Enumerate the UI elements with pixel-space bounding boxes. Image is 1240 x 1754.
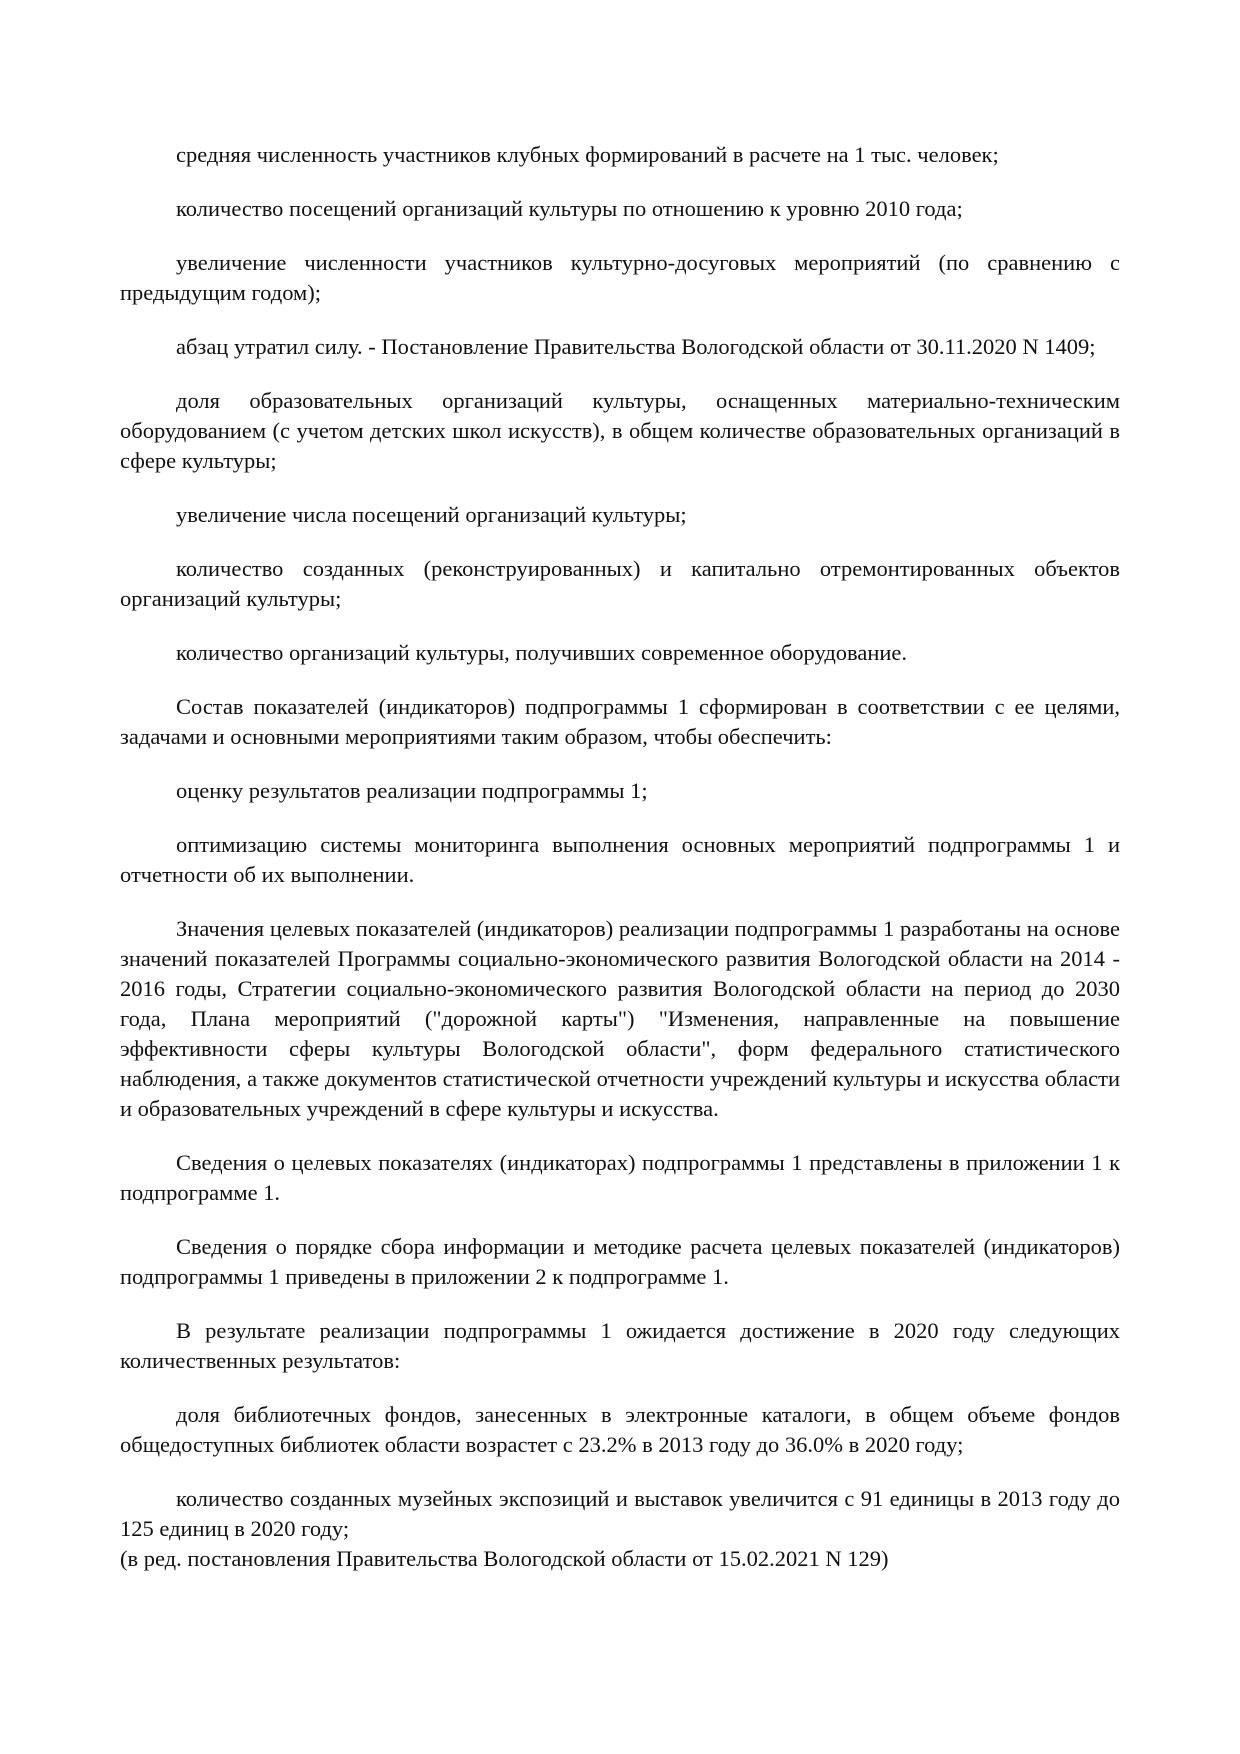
- paragraph: количество посещений организаций культуры по отношению к уровню 2010 года;: [176, 196, 963, 221]
- paragraph: Значения целевых показателей (индикаторов) реализации подпрограммы 1 разработаны на основе значений показателей Программы социально-экономического развития Вологодской области на 2014 - 2016 годы, Стратегии социально-экономического развития Вологодской области на период до 2030 года, Плана мероприятий ("дорожной карты") "Изменения, направленные на повышение эффективности сферы культуры Вологодской области", форм федерального статистического наблюдения, а также документов статистической отчетности учреждений культуры и искусства области и образовательных учреждений в сфере культуры и искусства.: [120, 916, 1120, 1121]
- paragraph: увеличение числа посещений организаций культуры;: [176, 502, 687, 527]
- paragraph: количество организаций культуры, получивших современное оборудование.: [176, 640, 908, 665]
- paragraph: доля образовательных организаций культуры, оснащенных материально-техническим оборудованием (с учетом детских школ искусств), в общем количестве образовательных организаций в сфере культуры;: [120, 388, 1120, 473]
- paragraph: количество созданных музейных экспозиций и выставок увеличится с 91 единицы в 2013 году до 125 единиц в 2020 году;: [120, 1486, 1120, 1541]
- paragraph: оценку результатов реализации подпрограммы 1;: [176, 778, 648, 803]
- paragraph: средняя численность участников клубных формирований в расчете на 1 тыс. человек;: [176, 142, 999, 167]
- edit-note: (в ред. постановления Правительства Вологодской области от 15.02.2021 N 129): [120, 1546, 889, 1571]
- paragraph: доля библиотечных фондов, занесенных в электронные каталоги, в общем объеме фондов общедоступных библиотек области возрастет с 23.2% в 2013 году до 36.0% в 2020 году;: [120, 1402, 1120, 1457]
- paragraph: Состав показателей (индикаторов) подпрограммы 1 сформирован в соответствии с ее целями, задачами и основными мероприятиями таким образом, чтобы обеспечить:: [120, 694, 1120, 749]
- paragraph: Сведения о порядке сбора информации и методике расчета целевых показателей (индикаторов) подпрограммы 1 приведены в приложении 2 к подпрограмме 1.: [120, 1234, 1120, 1289]
- paragraph: Сведения о целевых показателях (индикаторах) подпрограммы 1 представлены в приложении 1 к подпрограмме 1.: [120, 1150, 1120, 1205]
- paragraph: В результате реализации подпрограммы 1 ожидается достижение в 2020 году следующих количественных результатов:: [120, 1318, 1120, 1373]
- paragraph: количество созданных (реконструированных) и капитально отремонтированных объектов организаций культуры;: [120, 556, 1120, 611]
- paragraph: оптимизацию системы мониторинга выполнения основных мероприятий подпрограммы 1 и отчетности об их выполнении.: [120, 832, 1120, 887]
- paragraph: увеличение численности участников культурно-досуговых мероприятий (по сравнению с предыдущим годом);: [120, 250, 1120, 305]
- document-page: [120, 140, 1120, 1574]
- paragraph: абзац утратил силу. - Постановление Правительства Вологодской области от 30.11.2020 N 1409;: [176, 334, 1096, 359]
